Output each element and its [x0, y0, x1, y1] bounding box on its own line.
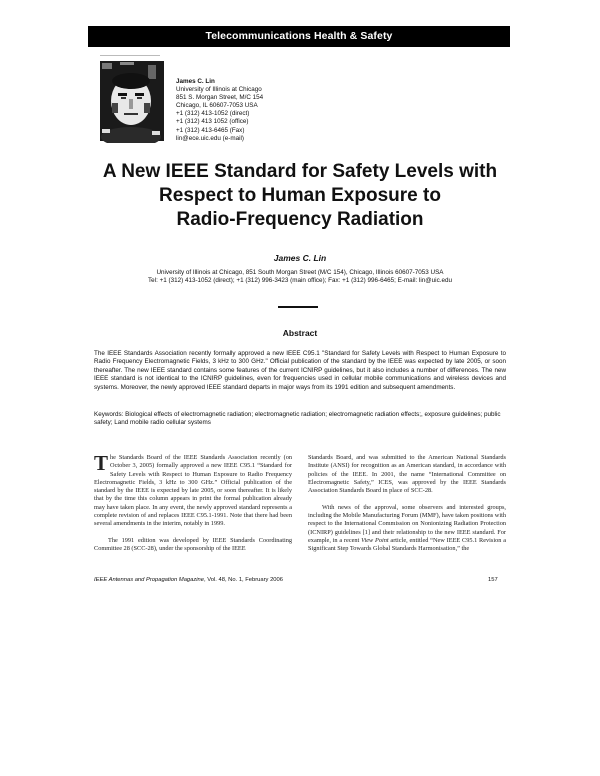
body-column-right [308, 454, 506, 562]
body-paragraph [94, 451, 292, 529]
section-header-bar [88, 26, 510, 47]
paragraph-text: he Standards Board of the IEEE Standards Association recently (on October 3, 2005) formally approved a new IEEE C95.1 “Standard for Safety Levels with Respect to Human Exposure to Radio Frequency Electromagnetic Fields, 3 kHz to 300 GHz.” Official publication of the standard by the IEEE is expected by late 2005, or soon thereafter. It is likely that by the time this column appears in print the formal publication already may have taken place. In any event, the newly approved standard represents a complete revision of and replaces IEEE C95.1-1991. Note that there had been several amendments in the interim, notably in 1999. [94, 454, 292, 528]
author-street: 851 S. Morgan Street, M/C 154 [176, 94, 264, 102]
paragraph-text: With news of the approval, some observers and interested groups, including the Mobile Manufacturing Forum (MMF), have taken positions with respect to the International Commission on Nonionizing Radiation Protection (ICNIRP) guidelines [1] and their relationship to the new IEEE standard. For example, in a recent [308, 503, 506, 544]
article-byline: James C. Lin [273, 253, 327, 263]
author-affiliation: University of Illinois at Chicago [176, 86, 262, 94]
body-paragraph [308, 504, 506, 554]
journal-name: IEEE Antennas and Propagation Magazine [94, 577, 205, 583]
author-photo [98, 59, 166, 143]
author-city: Chicago, IL 60607-7053 USA [176, 102, 258, 110]
section-title: Telecommunications Health & Safety [205, 30, 393, 42]
affiliation-contact: Tel: +1 (312) 413-1052 (direct); +1 (312) 996-3423 (main office); Fax: +1 (312) 996-6465; E-mail: lin@uic.edu [148, 277, 452, 285]
journal-issue: , Vol. 48, No. 1, February 2006 [204, 577, 283, 583]
affiliation-address: University of Illinois at Chicago, 851 South Morgan Street (M/C 154), Chicago, Illinois 60607-7053 USA [156, 269, 444, 276]
author-phone-office: +1 (312) 413 1052 (office) [176, 118, 249, 126]
journal-footer [94, 577, 283, 583]
keywords: Keywords: Biological effects of electromagnetic radiation; electromagnetic radiation; electromagnetic radiation effects;, exposure guidelines; public safety; Land mobile radio cellular systems [94, 411, 501, 427]
author-fax: +1 (312) 413-6465 (Fax) [176, 126, 245, 134]
abstract-text: The IEEE Standards Association recently formally approved a new IEEE C95.1 "Standard for Safety Levels with Respect to Human Exposure to Radio Frequency Electromagnetic Fields, 3 kHz to 300 GHz." Official publication of the standard by the IEEE was expected by late 2005, or soon thereafter. The new IEEE standard contains some features of the current ICNIRP guidelines, but it also includes a number of differences. The new IEEE standard is not identical to the ICNIRP guidelines, even for frequencies used in cellular mobile communications and wireless devices and systems. Moreover, the newly approved IEEE standard departs in major ways from its 1991 edition and subsequent amendments. [94, 350, 506, 391]
page-number: 157 [488, 577, 498, 583]
section-divider [278, 306, 318, 308]
paragraph-text: article, entitled “New IEEE C95.1 Revision a Significant Step Towards Global Standards Harmonisation,” the [308, 536, 506, 553]
body-paragraph: The 1991 edition was developed by IEEE Standards Coordinating Committee 28 (SCC-28), under the sponsorship of the IEEE [94, 536, 292, 553]
article-title [90, 160, 510, 232]
header-divider [100, 55, 160, 56]
article-affiliation [90, 269, 510, 285]
title-line-2: Respect to Human Exposure to [159, 185, 441, 206]
author-contact-card [176, 78, 376, 143]
author-email: lin@ece.uic.edu (e-mail) [176, 134, 244, 142]
column-name-italic: View Point [361, 536, 389, 544]
drop-cap: T [94, 451, 109, 475]
body-column-left [94, 451, 292, 562]
title-line-1: A New IEEE Standard for Safety Levels with [102, 161, 498, 182]
author-name: James C. Lin [176, 78, 215, 85]
portrait-icon [98, 59, 166, 143]
author-phone-direct: +1 (312) 413-1052 (direct) [176, 110, 250, 118]
abstract-heading: Abstract [282, 328, 318, 338]
title-line-3: Radio-Frequency Radiation [176, 209, 424, 230]
body-paragraph: Standards Board, and was submitted to the American National Standards Institute (ANSI) for recognition as an American standard, in accordance with policies of the IEEE. In 2001, the name “International Committee on Electromagnetic Safety,” ICES, was approved by the IEEE Standards Association Standards Board in place of SCC-28. [308, 454, 506, 495]
